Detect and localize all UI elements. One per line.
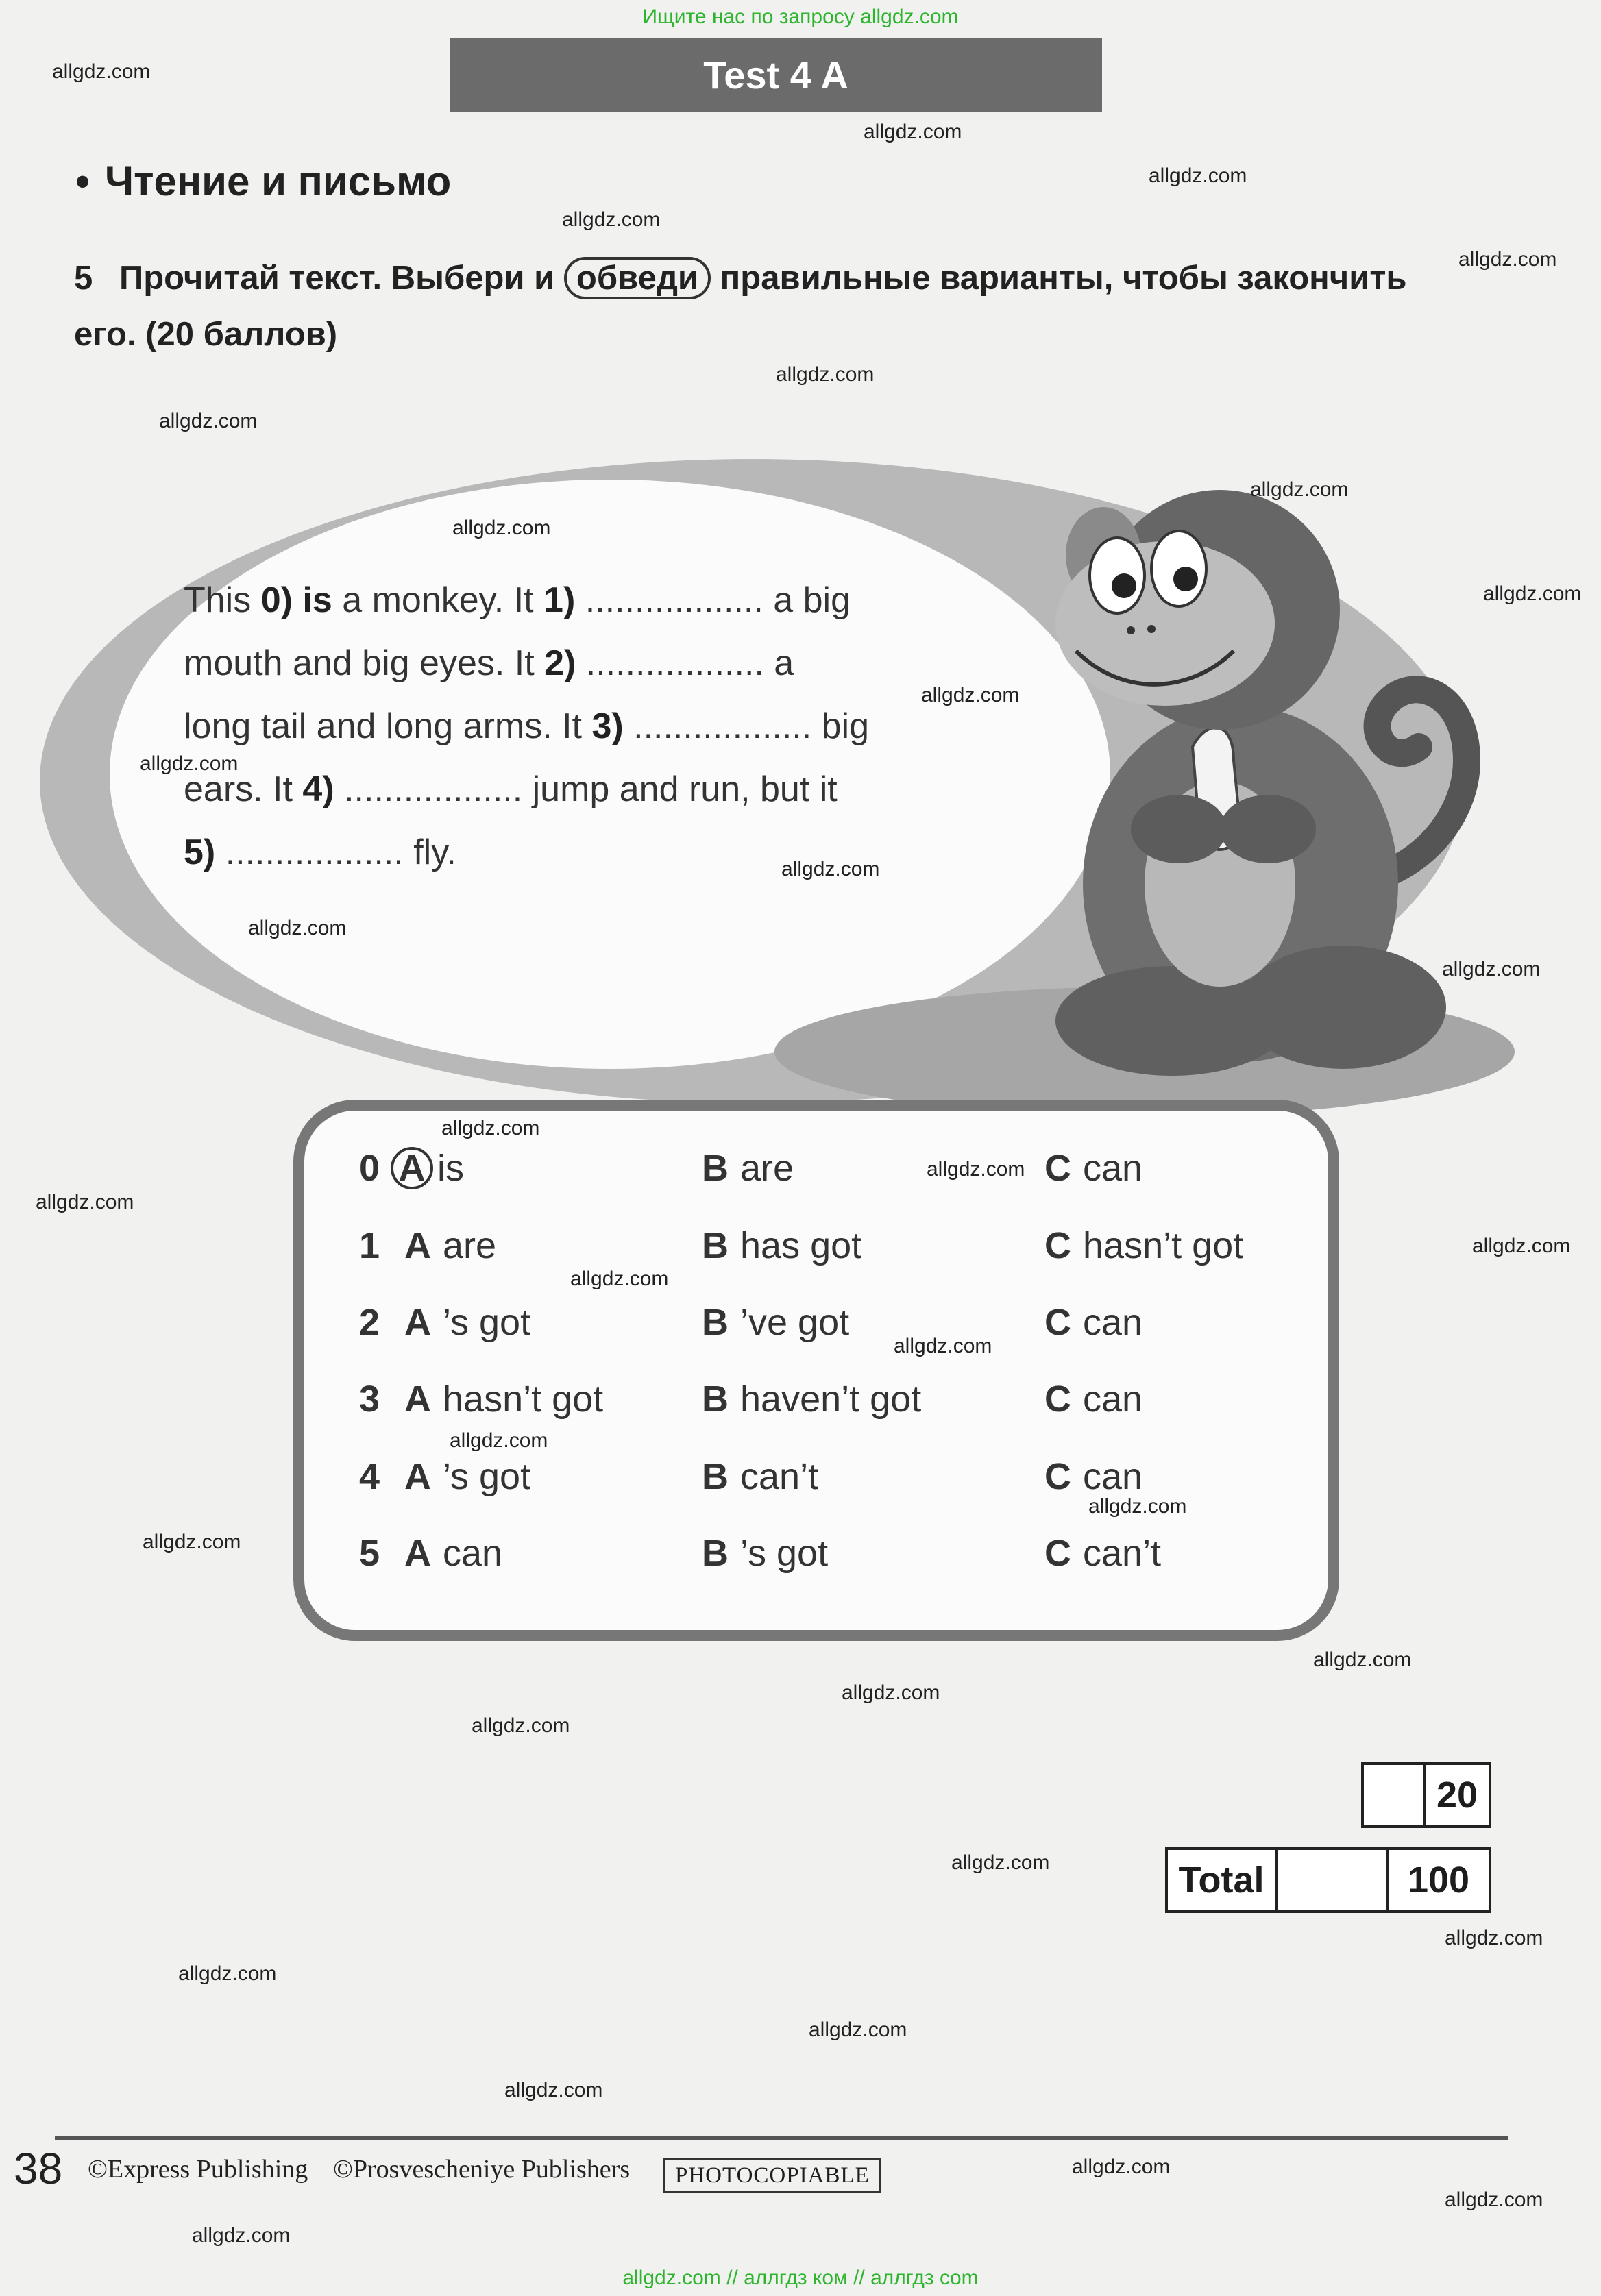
option-a[interactable] [404,1372,603,1427]
watermark: allgdz.com [927,1158,1025,1181]
monkey-arm-left [1131,795,1227,863]
option-row [359,1372,1319,1427]
task-number: 5 [74,260,93,297]
section-score-input[interactable] [1364,1765,1426,1825]
watermark: allgdz.com [1445,2188,1543,2211]
watermark: allgdz.com [504,2079,603,2101]
watermark: allgdz.com [140,752,239,775]
bullet-icon: • [75,158,90,204]
option-b[interactable] [702,1449,818,1504]
watermark: allgdz.com [178,1962,277,1985]
watermark: allgdz.com [1313,1649,1412,1671]
option-c-letter: C [1044,1456,1071,1497]
option-b-letter: B [702,1148,729,1189]
option-a[interactable] [404,1526,502,1581]
option-a-letter: A [404,1302,431,1343]
watermark: allgdz.com [450,1429,548,1452]
option-c-letter: C [1044,1379,1071,1420]
option-a-text: can [443,1533,503,1574]
section-score-max: 20 [1436,1775,1478,1816]
option-b[interactable] [702,1372,921,1427]
option-b-letter: B [702,1379,729,1420]
option-c[interactable] [1044,1218,1243,1273]
publisher-express: ©Express Publishing [88,2155,308,2184]
option-number: 0 [359,1148,380,1189]
option-b-text: are [740,1148,794,1189]
option-number: 4 [359,1456,380,1497]
bottom-banner[interactable]: allgdz.com // аллгдз ком // аллгдз com [622,2267,979,2289]
watermark: allgdz.com [1458,248,1557,271]
watermark: allgdz.com [248,917,347,939]
task-text-before: Прочитай текст. Выбери и [119,260,555,297]
watermark: allgdz.com [781,858,880,880]
watermark: allgdz.com [192,2224,291,2247]
watermark: allgdz.com [864,121,962,143]
total-score-box [1165,1847,1491,1913]
option-a-letter: A [404,1533,431,1574]
watermark: allgdz.com [809,2019,907,2041]
option-row [359,1218,1319,1273]
option-c-text: can [1083,1302,1143,1343]
option-a-letter: A [404,1379,431,1420]
option-row [359,1526,1319,1581]
page-number: 38 [14,2144,63,2193]
reading-line-4: ears. It 4) .................. jump and run, but it [184,769,838,809]
section-title [75,158,451,205]
option-c[interactable] [1044,1526,1161,1581]
publisher-prosveshcheniye: ©Prosvescheniye Publishers [333,2155,631,2184]
option-number: 2 [359,1302,380,1343]
watermark: allgdz.com [52,60,151,83]
option-b-text: ’s got [740,1533,829,1574]
option-a-text: ’s got [443,1302,531,1343]
option-a-text: is [437,1148,464,1189]
reading-line-3: long tail and long arms. It 3) .................. big [184,706,870,746]
total-label: Total [1168,1850,1278,1910]
top-banner[interactable]: Ищите нас по запросу allgdz.com [642,5,959,28]
option-b-letter: B [702,1225,729,1266]
watermark: allgdz.com [894,1335,992,1357]
option-c-letter: C [1044,1225,1071,1266]
option-c-letter: C [1044,1302,1071,1343]
option-row [359,1295,1319,1350]
option-number: 5 [359,1533,380,1574]
option-b[interactable] [702,1295,849,1350]
watermark: allgdz.com [1088,1495,1187,1518]
task-text-after: правильные варианты, чтобы закончить его. (20 баллов) [74,260,1407,353]
option-a-letter: A [404,1456,431,1497]
watermark: allgdz.com [1250,478,1349,501]
reading-line-5: 5) .................. fly. [184,832,456,872]
option-a[interactable] [404,1449,530,1504]
watermark: allgdz.com [452,517,551,539]
section-score-box [1361,1762,1491,1828]
option-b[interactable] [702,1141,794,1196]
option-b-text: ’ve got [740,1302,850,1343]
watermark: allgdz.com [776,363,875,386]
option-c[interactable] [1044,1141,1142,1196]
option-c-letter: C [1044,1533,1071,1574]
option-b[interactable] [702,1218,861,1273]
monkey-leg-right [1241,946,1446,1069]
option-a-letter: A [404,1225,431,1266]
task-instruction [74,250,1438,362]
option-b-letter: B [702,1302,729,1343]
option-c-text: can’t [1083,1533,1162,1574]
watermark: allgdz.com [1483,582,1582,605]
reading-line-1: This 0) is a monkey. It 1) .................. a big [184,580,851,620]
option-a[interactable] [391,1141,464,1196]
reading-text [184,569,1006,884]
photocopiable-badge: PHOTOCOPIABLE [663,2158,881,2193]
option-a-text: are [443,1225,497,1266]
footer-divider [55,2136,1508,2140]
total-score-max: 100 [1407,1860,1470,1901]
option-b-letter: B [702,1533,729,1574]
option-b[interactable] [702,1526,828,1581]
section-title-text: Чтение и письмо [105,158,452,204]
option-c-letter: C [1044,1148,1071,1189]
option-c[interactable] [1044,1295,1142,1350]
option-a[interactable] [404,1295,530,1350]
watermark: allgdz.com [921,684,1020,706]
watermark: allgdz.com [441,1117,540,1139]
watermark: allgdz.com [1472,1235,1571,1257]
option-number: 1 [359,1225,380,1266]
option-row [359,1141,1319,1196]
watermark: allgdz.com [1445,1927,1543,1949]
watermark: allgdz.com [472,1714,570,1737]
test-title: Test 4 A [450,38,1102,112]
watermark: allgdz.com [1149,164,1247,187]
option-a-text: ’s got [443,1456,531,1497]
circled-answer-icon: A [391,1147,433,1189]
option-b-text: can’t [740,1456,819,1497]
watermark: allgdz.com [143,1531,241,1553]
option-c-text: can [1083,1379,1143,1420]
watermark: allgdz.com [842,1681,940,1704]
option-b-text: haven’t got [740,1379,922,1420]
watermark: allgdz.com [159,410,258,432]
monkey-arm-right [1220,795,1316,863]
option-c-text: can [1083,1148,1143,1189]
watermark: allgdz.com [562,208,661,231]
option-c-text: can [1083,1456,1143,1497]
option-b-text: has got [740,1225,862,1266]
monkey-illustration [946,445,1494,1103]
watermark: allgdz.com [1072,2156,1171,2178]
option-a[interactable] [404,1218,496,1273]
watermark: allgdz.com [570,1268,669,1290]
reading-line-2: mouth and big eyes. It 2) .................. a [184,643,794,683]
watermark: allgdz.com [951,1851,1050,1874]
option-a-text: hasn’t got [443,1379,604,1420]
option-b-letter: B [702,1456,729,1497]
option-c[interactable] [1044,1372,1142,1427]
option-c-text: hasn’t got [1083,1225,1244,1266]
total-score-input[interactable] [1278,1850,1389,1910]
circled-word: обведи [564,257,711,299]
watermark: allgdz.com [1442,958,1541,980]
option-number: 3 [359,1379,380,1420]
watermark: allgdz.com [36,1191,134,1213]
